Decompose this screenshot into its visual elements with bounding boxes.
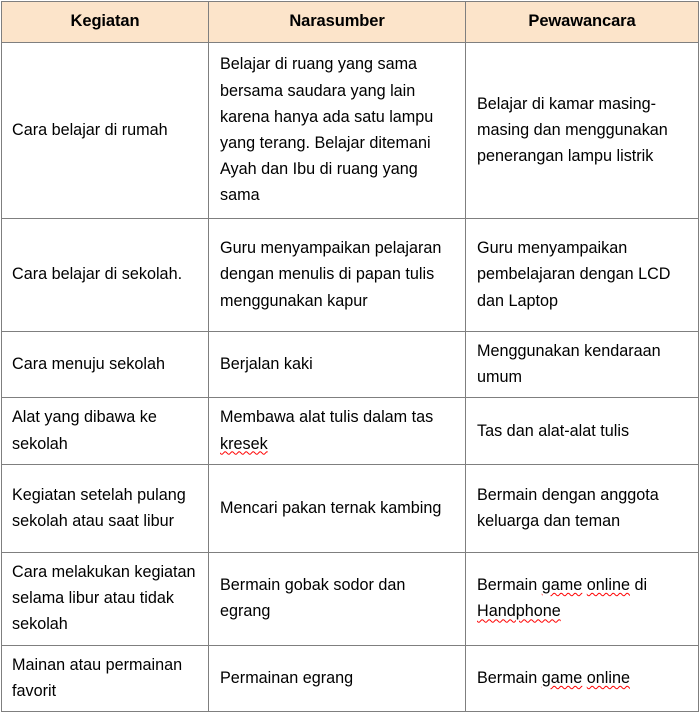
cell-text: Mencari pakan ternak kambing bbox=[220, 498, 442, 517]
cell-text: Bermain dengan anggota keluarga dan teman bbox=[477, 485, 659, 530]
cell-text: Cara belajar di sekolah. bbox=[12, 265, 183, 284]
spellcheck-underlined-word: kresek bbox=[220, 434, 268, 453]
table-row bbox=[2, 552, 699, 645]
cell-text: Berjalan kaki bbox=[220, 355, 313, 374]
cell-text: Cara menuju sekolah bbox=[12, 355, 165, 374]
table-cell-pewawancara bbox=[466, 219, 699, 332]
table-cell-narasumber bbox=[209, 43, 466, 219]
cell-text: Guru menyampaikan pembelajaran dengan LCD dan Laptop bbox=[477, 239, 671, 310]
cell-text: Permainan egrang bbox=[220, 668, 354, 687]
cell-text: Bermain game online di Handphone bbox=[477, 576, 648, 621]
cell-text: Bermain game online bbox=[477, 668, 630, 687]
spellcheck-underlined-word: Handphone bbox=[477, 602, 561, 621]
column-header-pewawancara: Pewawancara bbox=[466, 2, 699, 43]
table-row bbox=[2, 464, 699, 552]
spellcheck-underlined-word: online bbox=[586, 668, 630, 687]
table-cell-kegiatan bbox=[2, 43, 209, 219]
table-cell-kegiatan bbox=[2, 219, 209, 332]
column-header-kegiatan: Kegiatan bbox=[2, 2, 209, 43]
cell-text: Alat yang dibawa ke sekolah bbox=[12, 408, 157, 453]
cell-text: Mainan atau permainan favorit bbox=[12, 655, 183, 700]
table-cell-kegiatan bbox=[2, 552, 209, 645]
table-cell-pewawancara bbox=[466, 552, 699, 645]
table-container bbox=[0, 1, 700, 700]
spellcheck-underlined-word: online bbox=[586, 576, 630, 595]
table-cell-pewawancara bbox=[466, 43, 699, 219]
cell-text: Menggunakan kendaraan umum bbox=[477, 342, 661, 387]
cell-text: Bermain gobak sodor dan egrang bbox=[220, 576, 406, 621]
table-row bbox=[2, 398, 699, 464]
table-cell-pewawancara bbox=[466, 398, 699, 464]
table-cell-pewawancara bbox=[466, 464, 699, 552]
column-header-narasumber: Narasumber bbox=[209, 2, 466, 43]
table-cell-narasumber bbox=[209, 552, 466, 645]
table-row bbox=[2, 332, 699, 398]
table-cell-narasumber bbox=[209, 332, 466, 398]
table-row bbox=[2, 43, 699, 219]
table-cell-pewawancara bbox=[466, 645, 699, 711]
interview-results-table bbox=[1, 1, 699, 712]
table-cell-narasumber bbox=[209, 645, 466, 711]
cell-text: Kegiatan setelah pulang sekolah atau saat libur bbox=[12, 485, 186, 530]
cell-text: Guru menyampaikan pelajaran dengan menulis di papan tulis menggunakan kapur bbox=[220, 239, 442, 310]
spellcheck-underlined-word: game bbox=[541, 576, 583, 595]
table-cell-narasumber bbox=[209, 398, 466, 464]
cell-text: Membawa alat tulis dalam tas kresek bbox=[220, 408, 434, 453]
table-cell-kegiatan bbox=[2, 398, 209, 464]
cell-text: Belajar di ruang yang sama bersama saudara yang lain karena hanya ada satu lampu yang terang. Belajar ditemani Ayah dan Ibu di ruang yang sama bbox=[220, 55, 434, 205]
table-cell-kegiatan bbox=[2, 332, 209, 398]
table-row bbox=[2, 645, 699, 711]
cell-text: Cara belajar di rumah bbox=[12, 120, 168, 139]
cell-text: Cara melakukan kegiatan selama libur atau tidak sekolah bbox=[12, 562, 196, 634]
table-cell-kegiatan bbox=[2, 645, 209, 711]
table-body bbox=[2, 43, 699, 712]
table-cell-pewawancara bbox=[466, 332, 699, 398]
table-cell-narasumber bbox=[209, 464, 466, 552]
spellcheck-underlined-word: game bbox=[541, 668, 583, 687]
table-header-row bbox=[2, 2, 699, 43]
table-cell-narasumber bbox=[209, 219, 466, 332]
cell-text: Belajar di kamar masing-masing dan menggunakan penerangan lampu listrik bbox=[477, 94, 668, 166]
cell-text: Tas dan alat-alat tulis bbox=[477, 421, 630, 440]
table-row bbox=[2, 219, 699, 332]
table-cell-kegiatan bbox=[2, 464, 209, 552]
table-header bbox=[2, 2, 699, 43]
